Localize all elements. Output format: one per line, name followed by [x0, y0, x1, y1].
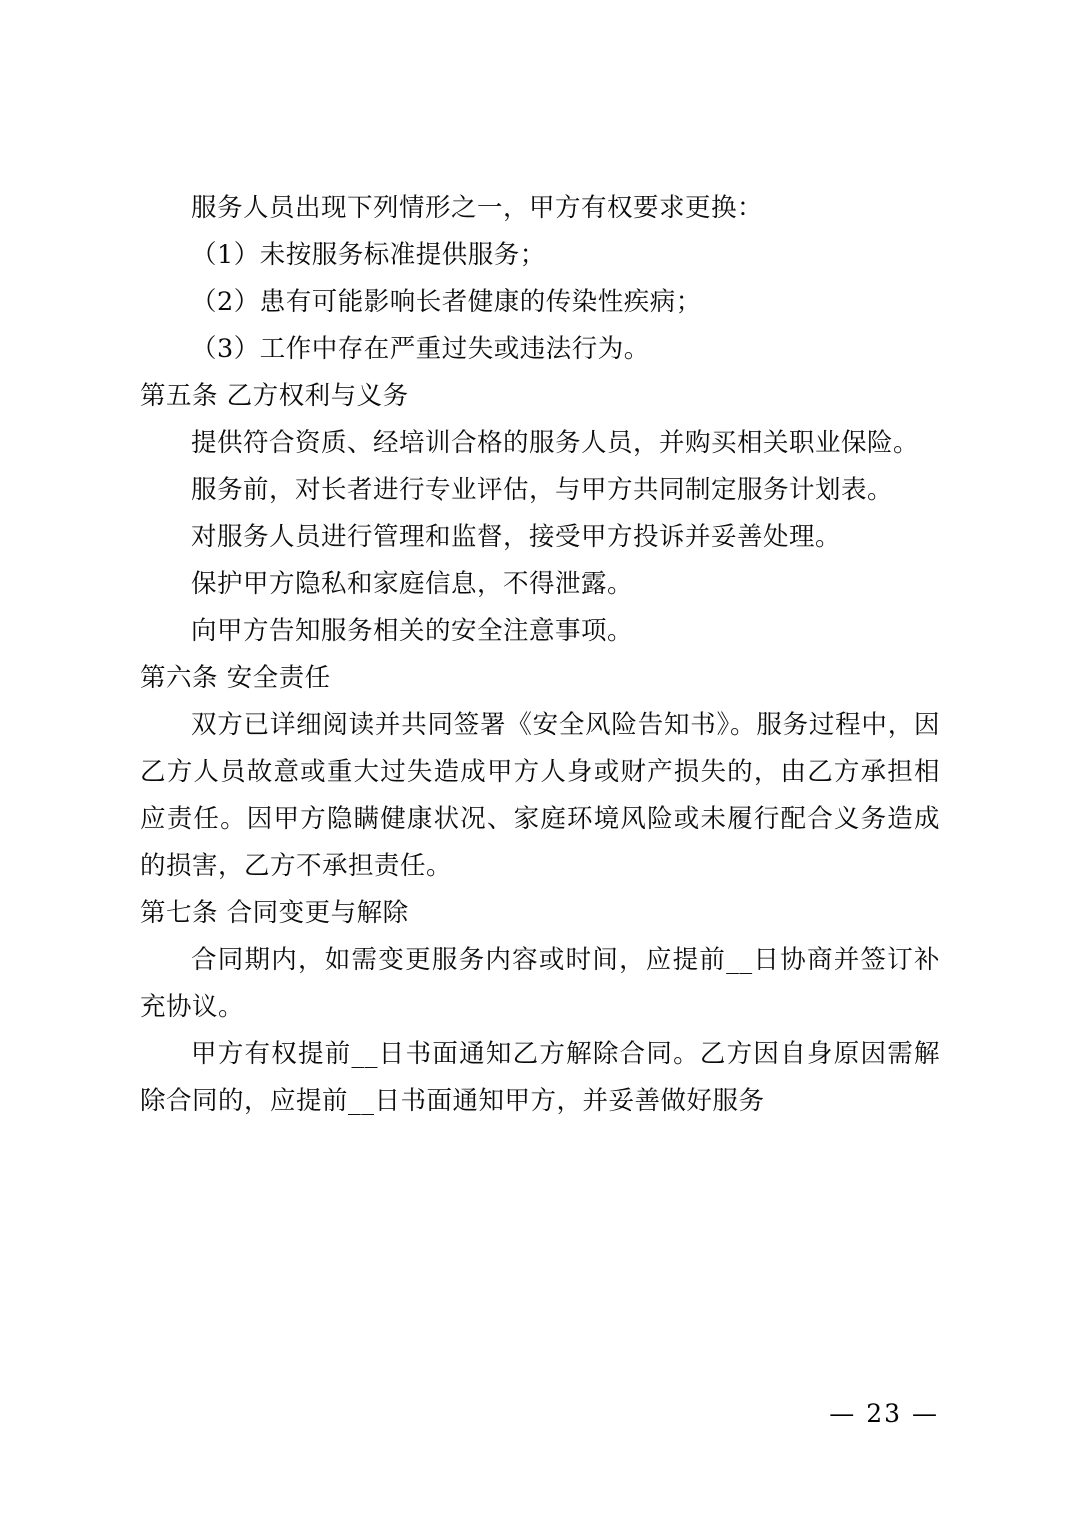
paragraph-condition-3: （3）工作中存在严重过失或违法行为。 — [191, 334, 650, 364]
page-number: 23 — [866, 1399, 903, 1428]
paragraph-article7-1: 合同期内，如需变更服务内容或时间，应提前__日协商并签订补充协议。 — [140, 945, 940, 1022]
paragraph-condition-2: （2）患有可能影响长者健康的传染性疾病； — [191, 287, 702, 317]
paragraph-change-conditions: 服务人员出现下列情形之一，甲方有权要求更换： — [191, 193, 764, 223]
paragraph-article6-1: 双方已详细阅读并共同签署《安全风险告知书》。服务过程中，因乙方人员故意或重大过失造成甲方人身或财产损失的，由乙方承担相应责任。因甲方隐瞒健康状况、家庭环境风险或未履行配合义务造成的损害，乙方不承担责任。 — [140, 710, 940, 881]
document-body — [140, 185, 940, 1125]
paragraph-article5-3: 对服务人员进行管理和监督，接受甲方投诉并妥善处理。 — [191, 522, 842, 552]
paragraph-article5-2: 服务前，对长者进行专业评估，与甲方共同制定服务计划表。 — [191, 475, 894, 505]
paragraph-condition-1: （1）未按服务标准提供服务； — [191, 240, 546, 270]
paragraph-article5-5: 向甲方告知服务相关的安全注意事项。 — [191, 616, 634, 646]
page-marker-left: — — [829, 1399, 857, 1428]
heading-article-7: 第七条 合同变更与解除 — [140, 898, 409, 928]
paragraph-article7-2: 甲方有权提前__日书面通知乙方解除合同。乙方因自身原因需解除合同的，应提前__日书面通知甲方，并妥善做好服务 — [140, 1039, 940, 1116]
paragraph-article5-4: 保护甲方隐私和家庭信息，不得泄露。 — [191, 569, 634, 599]
page-footer — [829, 1399, 939, 1428]
page-marker-right: — — [912, 1399, 939, 1428]
paragraph-article5-1: 提供符合资质、经培训合格的服务人员，并购买相关职业保险。 — [191, 428, 920, 458]
heading-article-6: 第六条 安全责任 — [140, 663, 331, 693]
heading-article-5: 第五条 乙方权利与义务 — [140, 381, 409, 411]
